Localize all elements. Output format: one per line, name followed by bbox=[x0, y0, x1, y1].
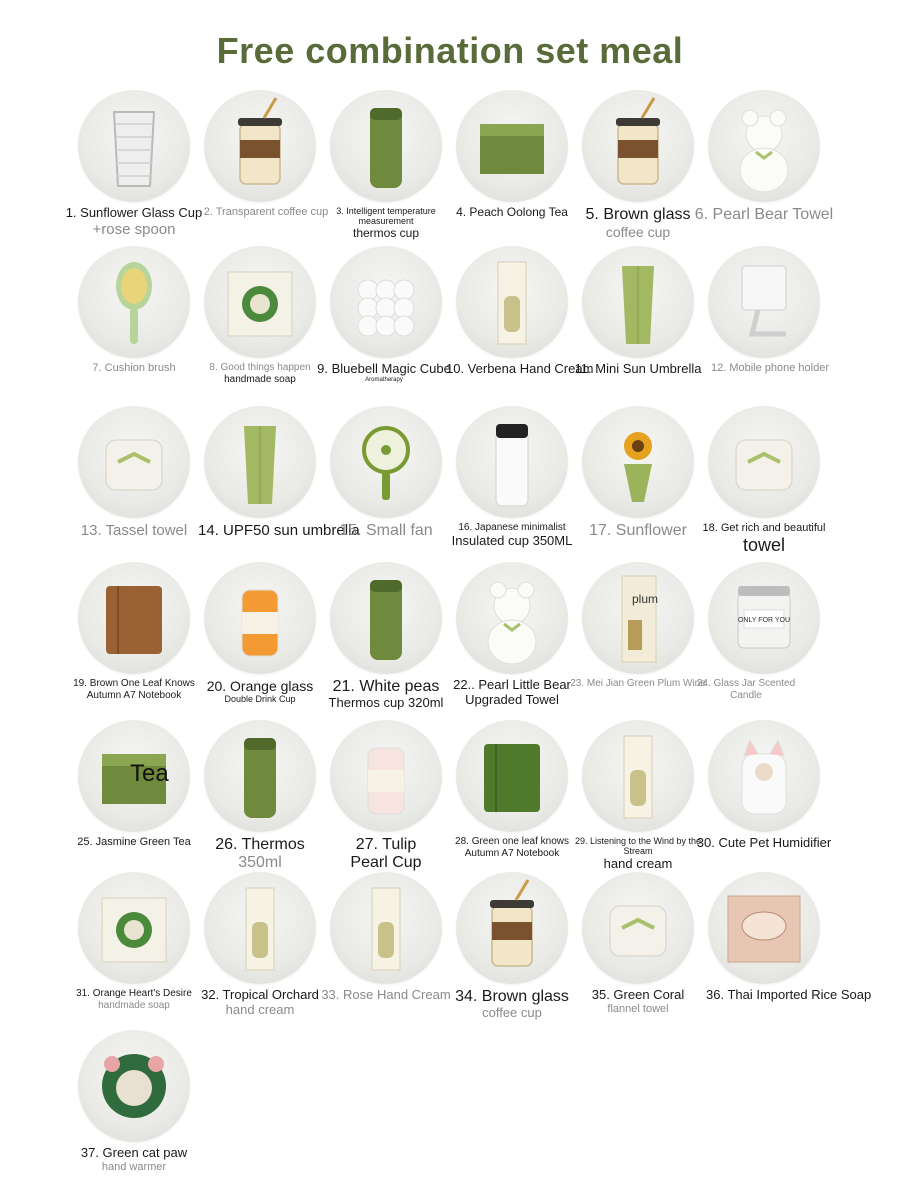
product-label bbox=[62, 988, 206, 1011]
product-name: 1. Sunflower Glass Cup bbox=[65, 205, 203, 220]
product-name: 3. Intelligent temperature bbox=[336, 206, 436, 216]
product-image bbox=[204, 720, 316, 832]
hand-cream-icon bbox=[456, 246, 568, 358]
product-image bbox=[582, 90, 694, 202]
product-name: 24. Glass Jar Scented bbox=[696, 678, 796, 689]
towel-icon bbox=[78, 406, 190, 518]
product-image bbox=[330, 872, 442, 984]
coffee-cup-icon bbox=[582, 90, 694, 202]
product-name: 37. Green cat paw bbox=[80, 1145, 188, 1160]
product-name: 20. Orange glass bbox=[206, 678, 314, 694]
towel-icon bbox=[708, 406, 820, 518]
product-label bbox=[314, 522, 458, 540]
product-image bbox=[204, 872, 316, 984]
product-subtitle: 350ml bbox=[238, 854, 282, 872]
product-image bbox=[330, 90, 442, 202]
product-name: 32. Tropical Orchard bbox=[201, 987, 319, 1002]
hand-warmer-icon bbox=[78, 1030, 190, 1142]
product-image bbox=[330, 246, 442, 358]
coffee-cup-icon bbox=[204, 90, 316, 202]
product-image bbox=[456, 406, 568, 518]
product-label bbox=[440, 678, 584, 708]
product-label bbox=[440, 206, 584, 220]
brush-icon bbox=[78, 246, 190, 358]
product-label bbox=[62, 362, 206, 375]
product-name: 25. Jasmine Green Tea bbox=[77, 836, 191, 848]
product-label bbox=[674, 678, 818, 701]
cup-icon bbox=[204, 562, 316, 674]
product-image bbox=[456, 562, 568, 674]
product-name: 27. Tulip bbox=[355, 836, 417, 853]
product-image bbox=[78, 1030, 190, 1142]
product-name: 28. Green one leaf knows bbox=[455, 836, 569, 847]
product-subtitle: hand cream bbox=[225, 1001, 295, 1017]
product-label bbox=[440, 988, 584, 1021]
product-label bbox=[314, 678, 458, 711]
product-label bbox=[312, 362, 456, 384]
product-name: 13. Tassel towel bbox=[80, 522, 188, 539]
product-subtitle: Aromatherapy bbox=[365, 376, 403, 383]
product-overlay-text: Tea bbox=[130, 760, 169, 787]
product-image bbox=[708, 90, 820, 202]
product-image bbox=[582, 872, 694, 984]
product-image bbox=[204, 406, 316, 518]
product-name: 6. Pearl Bear Towel bbox=[694, 206, 834, 223]
product-image bbox=[78, 562, 190, 674]
product-image bbox=[456, 90, 568, 202]
product-name: 36. Thai Imported Rice Soap bbox=[706, 987, 872, 1002]
product-name: 2. Transparent coffee cup bbox=[203, 206, 329, 218]
jar-label-text: ONLY FOR YOU bbox=[737, 617, 791, 624]
product-image bbox=[708, 872, 820, 984]
product-subtitle: hand cream bbox=[603, 855, 673, 871]
product-subtitle: +rose spoon bbox=[92, 220, 176, 238]
product-name: 11. Mini Sun Umbrella bbox=[574, 361, 702, 376]
thermos-icon bbox=[330, 90, 442, 202]
product-image bbox=[708, 720, 820, 832]
product-label bbox=[314, 836, 458, 873]
product-image bbox=[78, 872, 190, 984]
product-name: 21. White peas bbox=[332, 678, 440, 695]
product-subtitle: Autumn A7 Notebook bbox=[86, 689, 182, 701]
product-name: 23. Mei Jian Green Plum Wine bbox=[570, 678, 706, 689]
product-label bbox=[188, 678, 332, 704]
product-image bbox=[456, 720, 568, 832]
product-image bbox=[582, 246, 694, 358]
hand-cream-icon bbox=[582, 720, 694, 832]
notebook-icon bbox=[78, 562, 190, 674]
bear-towel-icon bbox=[456, 562, 568, 674]
product-image bbox=[204, 246, 316, 358]
product-label bbox=[698, 362, 842, 375]
product-subtitle: Insulated cup 350ML bbox=[451, 532, 573, 548]
product-label bbox=[62, 522, 206, 539]
product-name: 10. Verbena Hand Cream bbox=[446, 361, 594, 376]
wine-box-icon bbox=[582, 562, 694, 674]
product-label bbox=[566, 988, 710, 1016]
product-overlay-text: plum bbox=[632, 592, 659, 606]
product-subtitle: Autumn A7 Notebook bbox=[464, 847, 560, 859]
product-label bbox=[692, 836, 836, 851]
sunflower-bouquet-icon bbox=[582, 406, 694, 518]
product-label bbox=[188, 988, 332, 1018]
product-image bbox=[78, 90, 190, 202]
product-name: 22.. Pearl Little Bear bbox=[453, 677, 571, 692]
product-image bbox=[708, 562, 820, 674]
product-name: 4. Peach Oolong Tea bbox=[456, 205, 568, 219]
product-image bbox=[330, 406, 442, 518]
product-label bbox=[188, 362, 332, 385]
notebook-icon bbox=[456, 720, 568, 832]
product-label bbox=[566, 522, 710, 540]
product-name: 35. Green Coral bbox=[591, 987, 685, 1002]
product-name: 12. Mobile phone holder bbox=[710, 362, 830, 374]
product-image bbox=[330, 562, 442, 674]
product-name: 5. Brown glass bbox=[585, 206, 691, 223]
product-subtitle: hand warmer bbox=[101, 1160, 167, 1173]
product-name: 30. Cute Pet Humidifier bbox=[696, 835, 832, 850]
product-image bbox=[708, 406, 820, 518]
product-name: 26. Thermos bbox=[215, 836, 305, 853]
product-subtitle: flannel towel bbox=[607, 1002, 669, 1015]
product-subtitle: handmade soap bbox=[224, 373, 296, 385]
product-name: 33. Rose Hand Cream bbox=[321, 987, 451, 1002]
product-subtitle: Upgraded Towel bbox=[465, 691, 559, 707]
product-subtitle: measurement bbox=[358, 216, 414, 227]
product-label bbox=[440, 522, 584, 548]
candle-cube-icon bbox=[330, 246, 442, 358]
tumbler-icon bbox=[456, 406, 568, 518]
tea-box-icon bbox=[456, 90, 568, 202]
product-label bbox=[62, 206, 206, 238]
product-image bbox=[204, 562, 316, 674]
product-label bbox=[62, 836, 206, 849]
product-name: 8. Good things happen bbox=[209, 362, 311, 373]
product-image bbox=[78, 406, 190, 518]
product-subtitle: Thermos cup 320ml bbox=[328, 695, 444, 711]
phone-holder-icon bbox=[708, 246, 820, 358]
product-name: 34. Brown glass bbox=[455, 988, 569, 1005]
product-name: 19. Brown One Leaf Knows bbox=[73, 678, 195, 689]
product-subtitle: coffee cup bbox=[605, 224, 671, 241]
product-name: 14. UPF50 sun umbrella bbox=[198, 522, 360, 539]
product-image bbox=[582, 406, 694, 518]
product-image bbox=[708, 246, 820, 358]
product-image bbox=[582, 720, 694, 832]
hand-cream-icon bbox=[330, 872, 442, 984]
product-label bbox=[566, 836, 710, 872]
umbrella-icon bbox=[582, 246, 694, 358]
product-subtitle: coffee cup bbox=[482, 1005, 542, 1021]
glass-cup-icon bbox=[78, 90, 190, 202]
page-title: Free combination set meal bbox=[216, 30, 684, 71]
product-name: 31. Orange Heart's Desire bbox=[76, 988, 192, 999]
humidifier-icon bbox=[708, 720, 820, 832]
hand-cream-icon bbox=[204, 872, 316, 984]
fan-icon bbox=[330, 406, 442, 518]
thermos-icon bbox=[204, 720, 316, 832]
soap-box-icon bbox=[78, 872, 190, 984]
product-image bbox=[456, 246, 568, 358]
product-label bbox=[566, 362, 710, 377]
product-subtitle: handmade soap bbox=[98, 999, 170, 1011]
coffee-cup-icon bbox=[456, 872, 568, 984]
product-label bbox=[440, 836, 584, 859]
product-subtitle: Candle bbox=[730, 689, 762, 701]
product-label bbox=[62, 1146, 206, 1174]
product-image bbox=[456, 872, 568, 984]
product-label bbox=[692, 206, 836, 224]
product-subtitle: Pearl Cup bbox=[350, 854, 422, 872]
product-subtitle: Stream bbox=[623, 846, 653, 857]
product-label bbox=[314, 206, 458, 240]
product-name: 29. Listening to the Wind by the bbox=[574, 836, 702, 846]
umbrella-icon bbox=[204, 406, 316, 518]
product-label bbox=[314, 988, 458, 1003]
product-label bbox=[62, 678, 206, 701]
rice-soap-icon bbox=[708, 872, 820, 984]
product-label bbox=[566, 206, 710, 240]
product-label bbox=[692, 522, 836, 555]
product-label bbox=[706, 987, 872, 1003]
product-subtitle: Double Drink Cup bbox=[224, 694, 296, 705]
product-image bbox=[330, 720, 442, 832]
product-name: 15. Small fan bbox=[339, 522, 433, 539]
candle-jar-icon bbox=[708, 562, 820, 674]
product-image bbox=[78, 246, 190, 358]
product-name: 9. Bluebell Magic Cube bbox=[317, 361, 451, 376]
towel-icon bbox=[582, 872, 694, 984]
product-name: 18. Get rich and beautiful bbox=[702, 522, 826, 534]
soap-box-icon bbox=[204, 246, 316, 358]
product-name: 7. Cushion brush bbox=[92, 362, 176, 374]
product-subtitle: towel bbox=[742, 534, 786, 555]
product-name: 16. Japanese minimalist bbox=[458, 522, 566, 533]
bear-towel-icon bbox=[708, 90, 820, 202]
thermos-icon bbox=[330, 562, 442, 674]
product-name: 17. Sunflower bbox=[589, 522, 687, 539]
product-subtitle: thermos cup bbox=[352, 225, 420, 240]
product-image bbox=[204, 90, 316, 202]
product-image bbox=[582, 562, 694, 674]
cup-icon bbox=[330, 720, 442, 832]
product-label bbox=[188, 836, 332, 873]
